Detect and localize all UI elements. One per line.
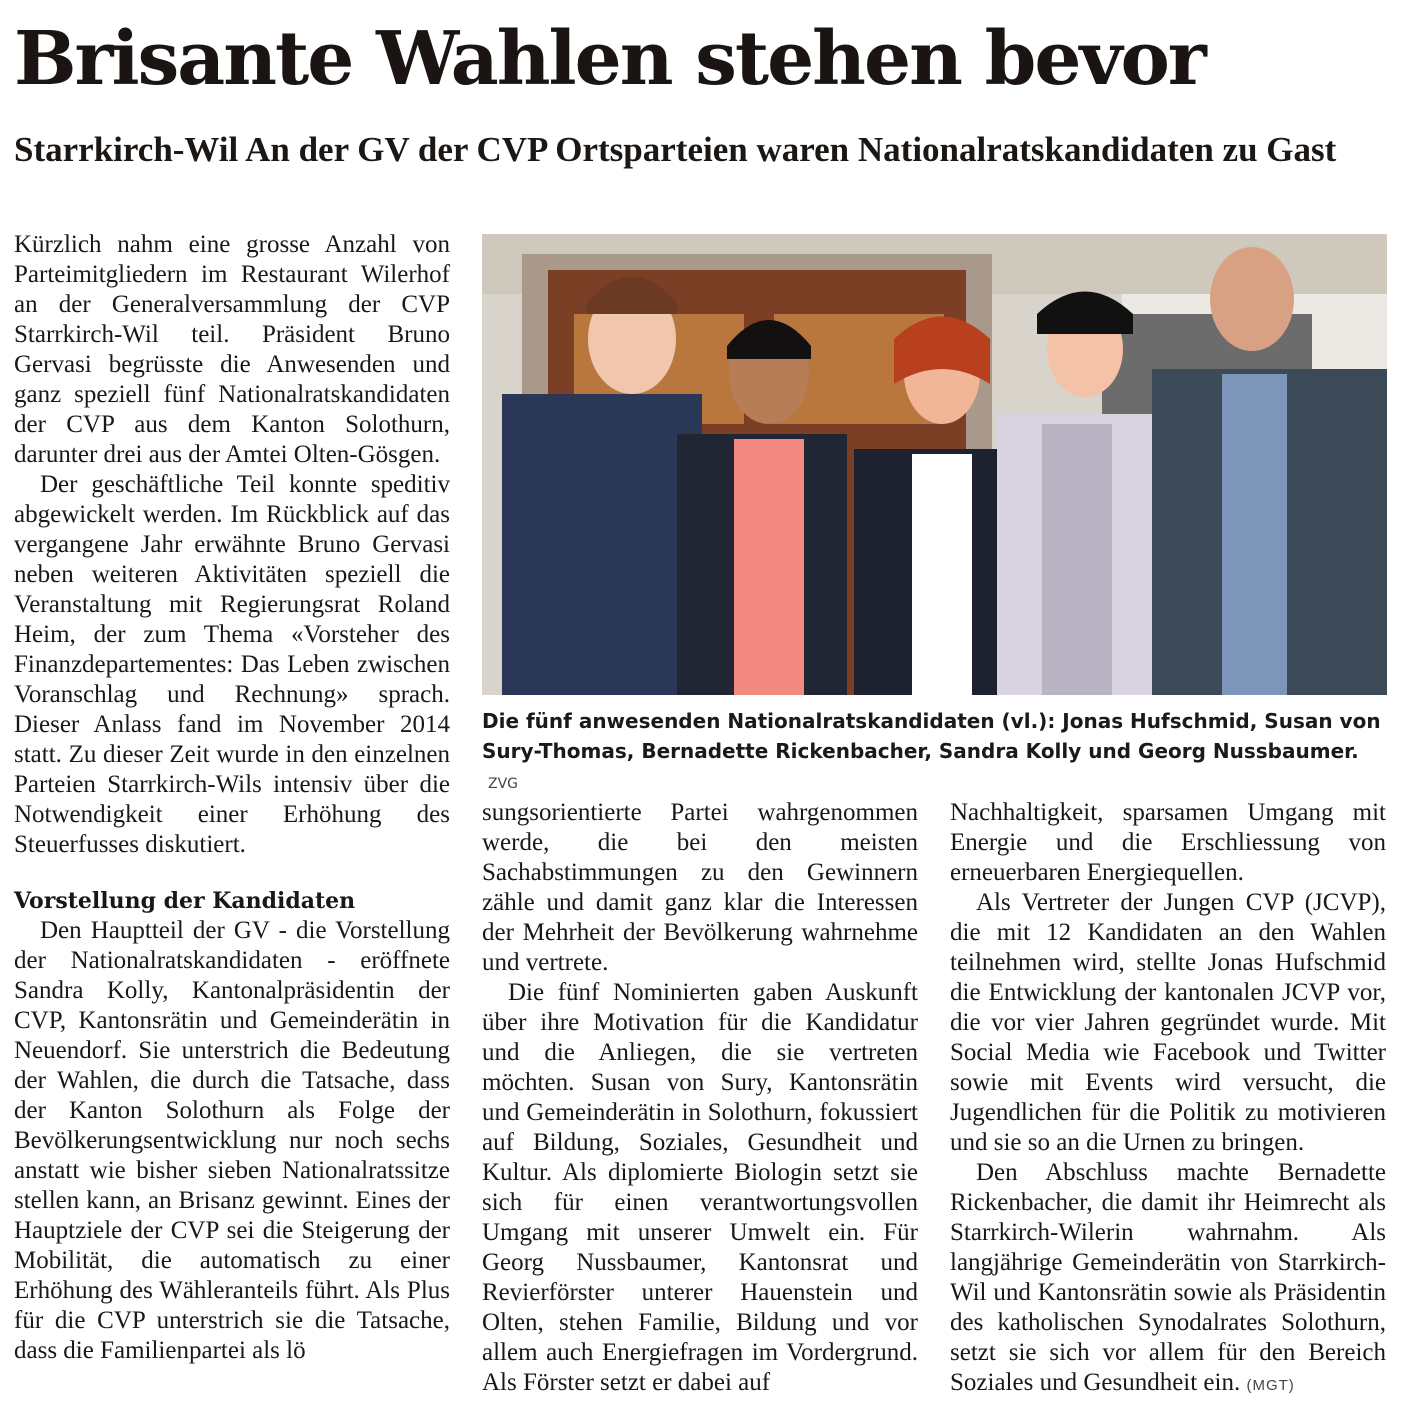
paragraph-nominees: Die fünf Nominierten gaben Auskunft über ihre Motivation für die Kandidatur und die Anliegen, die sie vertreten möchten. Susan von Sury, Kantonsrätin und Gemeinderätin in Solothurn, fokussiert auf Bildung, Soziales, Gesundheit und Kultur. Als diplomierte Biologin setzt sie sich für einen verantwortungsvollen Umgang mit unserer Umwelt ein. Für Georg Nussbaumer, Kantonsrat und Revierförster unterer Hauenstein und Olten, stehen Familie, Bildung und vor allem auch Energiefragen im Vordergrund. Als Förster setzt er dabei auf: [482, 979, 918, 1396]
closing-text: Den Abschluss machte Bernadette Rickenbacher, die damit ihr Heimrecht als Starrkirch-Wilerin wahrnahm. Als langjährige Gemeinderätin von Starrkirch-Wil und Kantonsrätin sowie als Präsidentin des katholischen Synodalrates Solothurn, setzt sie sich vor allem für den Bereich Soziales und Gesundheit ein.: [950, 1159, 1386, 1396]
paragraph-main-part: Den Hauptteil der GV - die Vorstellung der Nationalratskandidaten - eröffnete Sandra Kolly, Kantonalpräsidentin der CVP, Kantonsrätin und Gemeinderätin in Neuendorf. Sie unterstrich die Bedeutung der Wahlen, die durch die Tatsache, dass der Kanton Solothurn als Folge der Bevölkerungsentwicklung nur noch sechs anstatt wie bisher sieben Nationalratssitze stellen kann, an Brisanz gewinnt. Eines der Hauptziele der CVP sei die Steigerung der Mobilität, die automatisch zu einer Erhöhung des Wähleranteils führt. Als Plus für die CVP unterstrich sie die Tatsache, dass die Familienpartei als lö: [14, 917, 450, 1364]
paragraph-jcvp: Als Vertreter der Jungen CVP (JCVP), die mit 12 Kandidaten an den Wahlen teilnehmen wird, stellte Jonas Hufschmid die Entwicklung der kantonalen JCVP vor, die vor vier Jahren gegründet wurde. Mit Social Media wie Facebook und Twitter sowie mit Events wird versucht, die Jugendlichen für die Politik zu motivieren und sie so an die Urnen zu bringen.: [950, 889, 1386, 1156]
kicker: Starrkirch-Wil: [14, 130, 239, 169]
column-2: [482, 798, 918, 1398]
column-1: [14, 230, 450, 1366]
author-tag: (MGT): [1246, 1377, 1295, 1394]
section-heading: Vorstellung der Kandidaten: [14, 888, 356, 914]
paragraph-closing: [950, 1158, 1386, 1401]
photo-credit: ZVG: [488, 776, 519, 792]
subheadline: [14, 130, 1399, 170]
subheadline-text: An der GV der CVP Ortsparteien waren Nationalratskandidaten zu Gast: [245, 130, 1337, 169]
paragraph-sustainability: Nachhaltigkeit, sparsamen Umgang mit Energie und die Erschliessung von erneuerbaren Energiequellen.: [950, 799, 1386, 886]
photo-caption: [482, 706, 1387, 799]
column-3: [950, 798, 1386, 1401]
paragraph-review: Der geschäftliche Teil konnte speditiv abgewickelt werden. Im Rückblick auf das vergangene Jahr erwähnte Bruno Gervasi neben weiteren Aktivitäten speziell die Veranstaltung mit Regierungsrat Roland Heim, der zum Thema «Vorsteher des Finanzdepartementes: Das Leben zwischen Voranschlag und Rechnung» sprach. Dieser Anlass fand im November 2014 statt. Zu dieser Zeit wurde in den einzelnen Parteien Starrkirch-Wils intensiv über die Notwendigkeit einer Erhöhung des Steuerfusses diskutiert.: [14, 471, 450, 858]
paragraph-intro: Kürzlich nahm eine grosse Anzahl von Parteimitgliedern im Restaurant Wilerhof an der Generalversammlung der CVP Starrkirch-Wil teil. Präsident Bruno Gervasi begrüsste die Anwesenden und ganz speziell fünf Nationalratskandidaten der CVP aus dem Kanton Solothurn, darunter drei aus der Amtei Olten-Gösgen.: [14, 231, 450, 468]
candidates-photo: [482, 234, 1387, 695]
paragraph-continuation: sungsorientierte Partei wahrgenommen werde, die bei den meisten Sachabstimmungen zu den Gewinnern zähle und damit ganz klar die Interessen der Mehrheit der Bevölkerung wahrnehme und vertrete.: [482, 799, 918, 976]
headline: Brisante Wahlen stehen bevor: [14, 16, 1205, 102]
caption-text: Die fünf anwesenden Nationalratskandidaten (vl.): Jonas Hufschmid, Susan von Sury-Thomas, Bernadette Rickenbacher, Sandra Kolly und Georg Nussbaumer.: [482, 709, 1381, 763]
